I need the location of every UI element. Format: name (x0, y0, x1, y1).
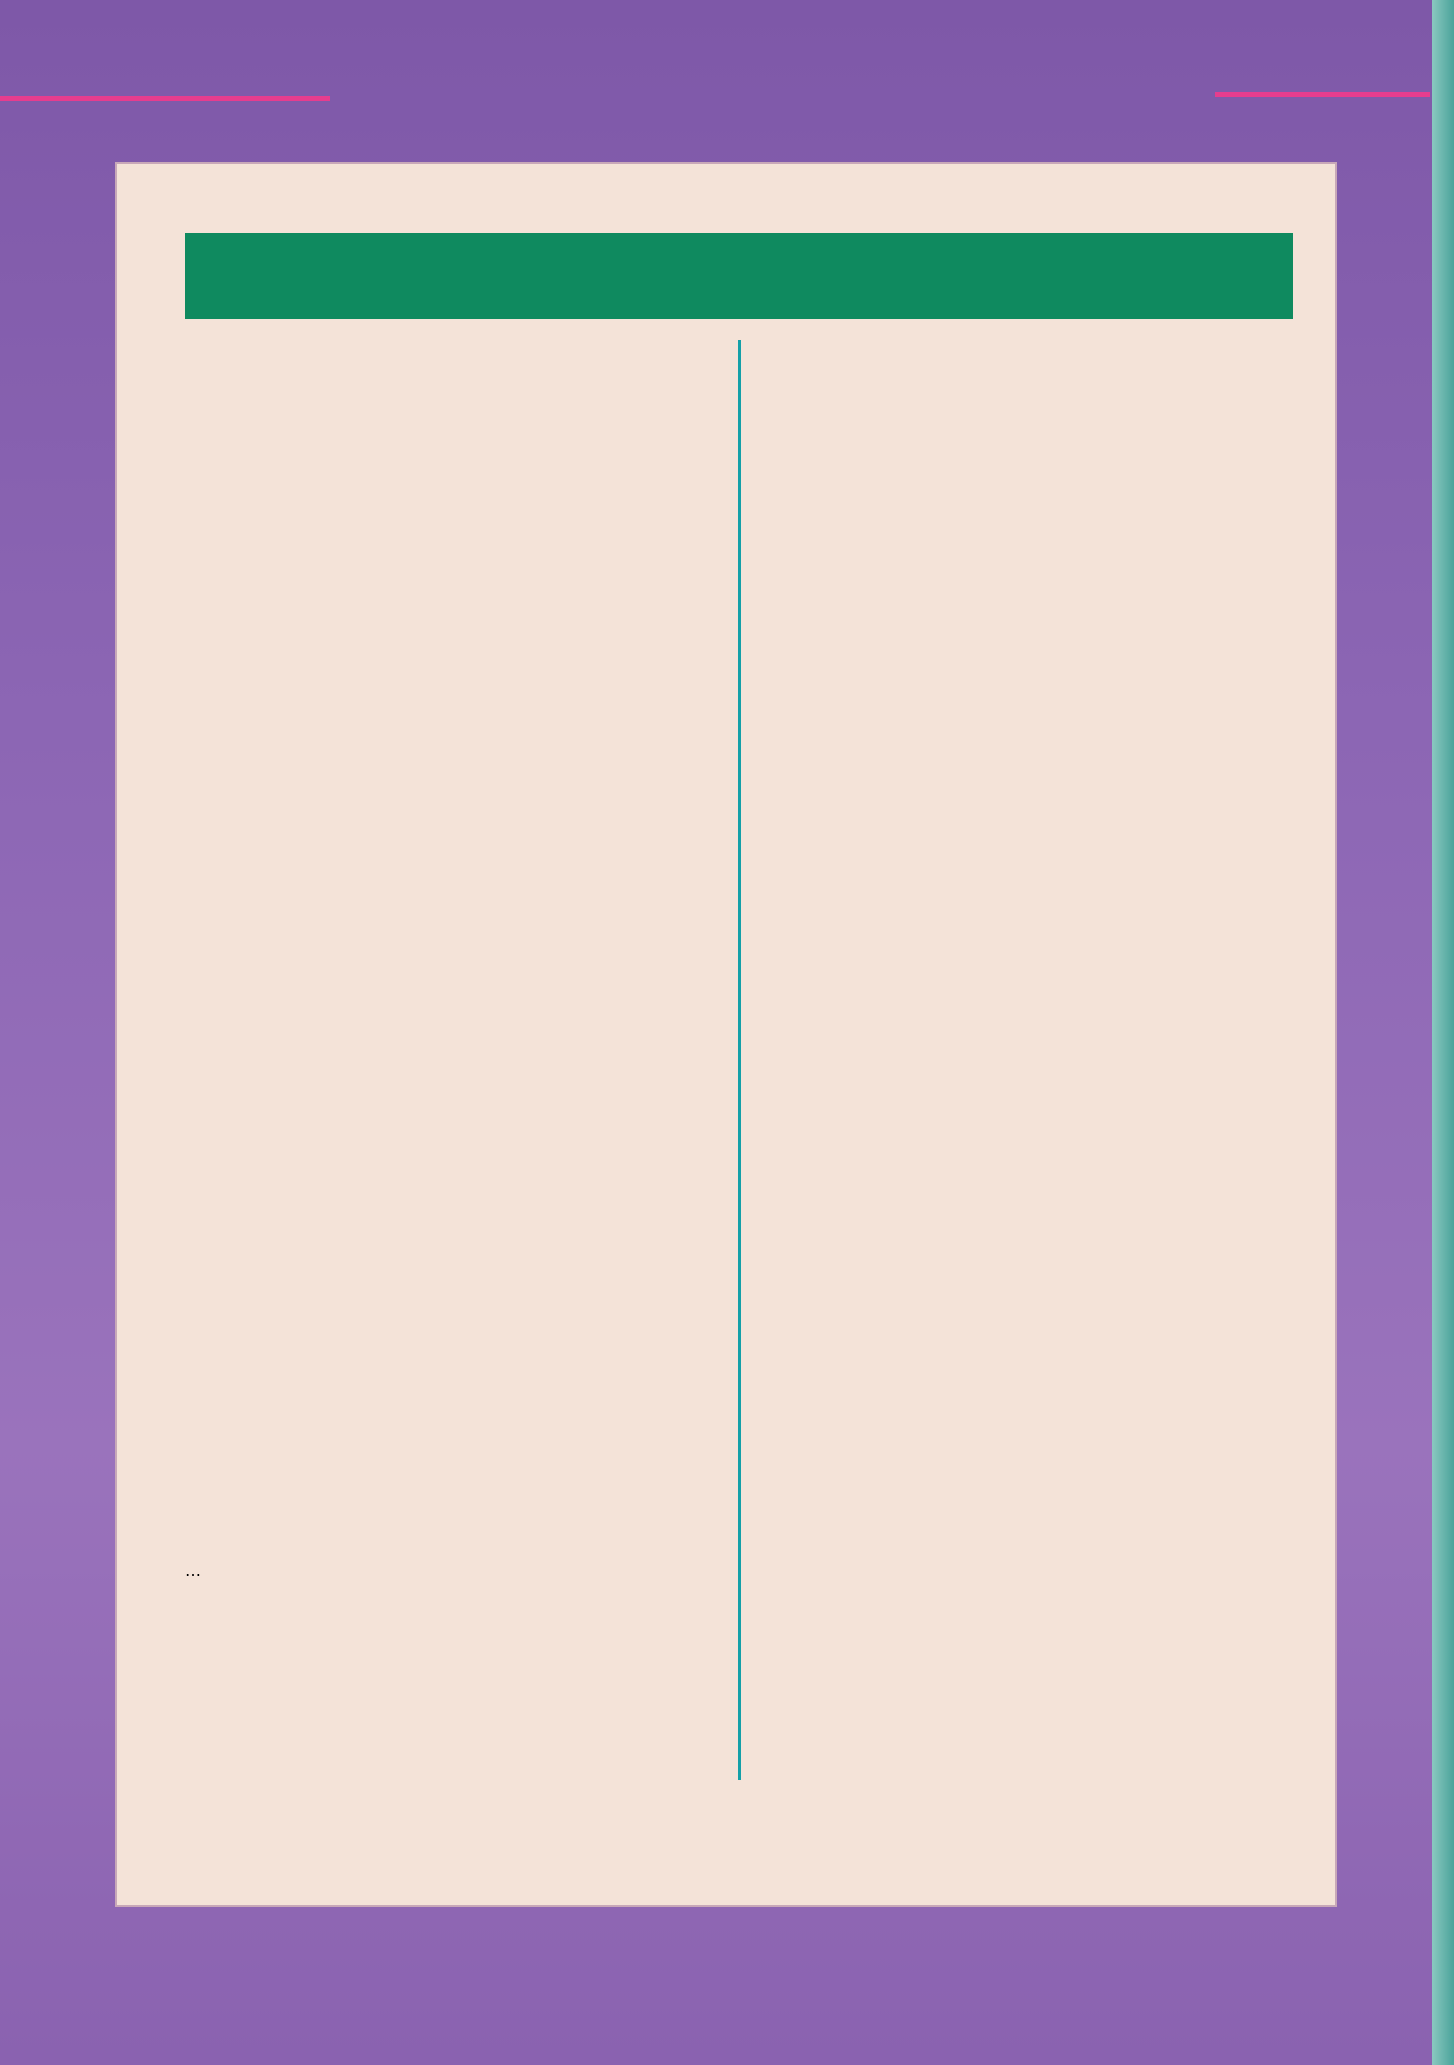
book-item (185, 450, 705, 477)
section-heading (185, 1374, 705, 1401)
author-line (185, 1241, 705, 1276)
author-line (185, 1132, 705, 1167)
book-item (185, 424, 705, 451)
author-line-continued (185, 1276, 705, 1311)
author-line-continued (185, 921, 705, 949)
section-heading (185, 744, 705, 771)
book-item (185, 1167, 705, 1194)
book-item (185, 1058, 705, 1085)
spine-edge (1432, 0, 1454, 2065)
book-item (185, 708, 705, 735)
book-item (185, 575, 705, 602)
pink-rule-right (1215, 92, 1430, 97)
book-item (185, 833, 705, 860)
book-item (185, 397, 705, 424)
section-heading (185, 335, 705, 362)
section-heading (185, 859, 705, 886)
book-item (185, 1436, 705, 1463)
book-item (185, 477, 705, 504)
author-line (185, 540, 705, 575)
book-item (185, 806, 705, 833)
book-item (185, 602, 705, 629)
section-heading (185, 513, 705, 540)
author-line (185, 1023, 705, 1058)
book-item (185, 1311, 705, 1338)
book-item (185, 976, 705, 1003)
author-line (185, 886, 705, 921)
book-item (185, 655, 705, 682)
pink-rule-left (0, 96, 330, 101)
book-item (185, 1338, 705, 1365)
left-column: … (185, 335, 705, 1580)
book-item (185, 1085, 705, 1112)
grade-banner (185, 233, 1293, 319)
book-item (185, 681, 705, 708)
book-item (185, 1194, 705, 1221)
book-item (185, 1463, 705, 1490)
author-line (185, 362, 705, 397)
column-divider (738, 340, 741, 1780)
author-line (185, 1401, 705, 1436)
section-heading (185, 1499, 705, 1526)
book-item (185, 628, 705, 655)
author-line (185, 1526, 705, 1561)
author-line (185, 771, 705, 806)
book-item (185, 949, 705, 976)
